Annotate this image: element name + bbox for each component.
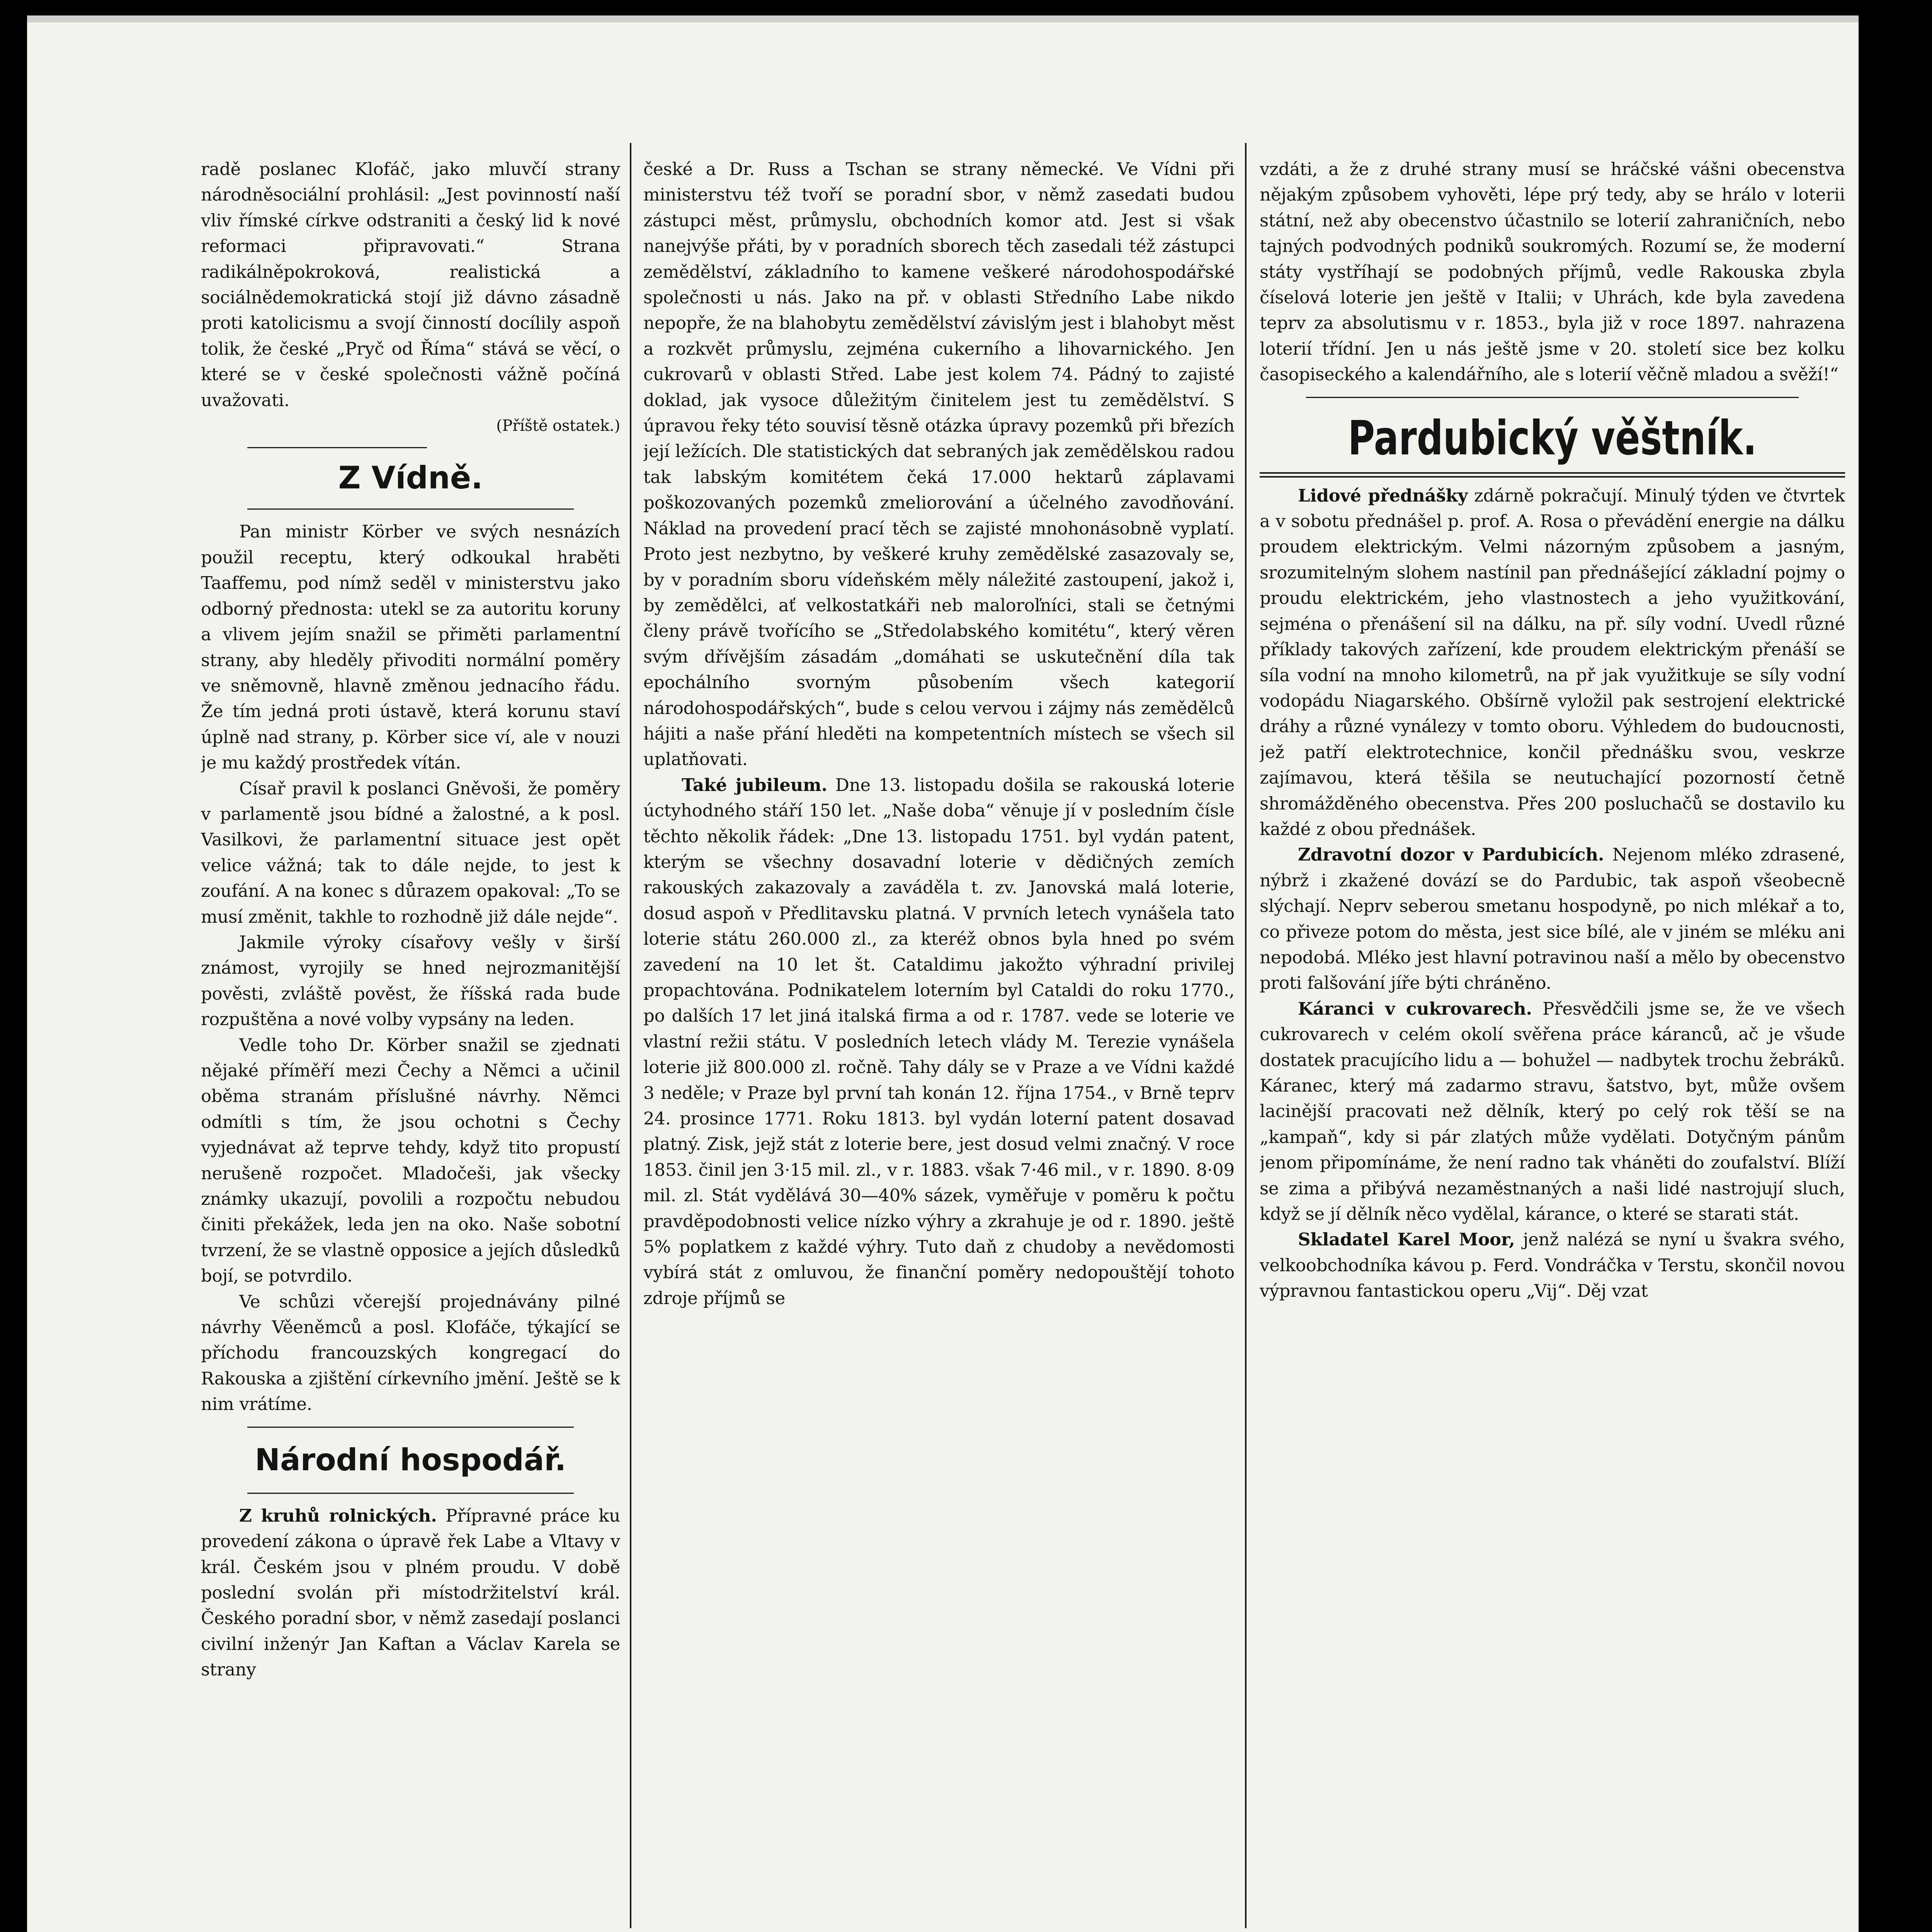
column-2 [643, 156, 1235, 1930]
scan-top-border [27, 15, 1859, 22]
article-paragraph [1260, 842, 1845, 996]
divider [247, 1493, 574, 1494]
section-title-z-vidne: Z Vídně. [338, 460, 483, 496]
article-body: zdárně pokračují. Minulý týden ve čtvrtek a v sobotu přednášel p. prof. A. Rosa o převádění energie na dálku proudem elektrickým. Velmi názorným způsobem a jasným, srozumitelným slohem nastínil pan přednášející základní pojmy o proudu elektrickém, jeho vlastnostech a jeho využitkování, sejména o přenášení sil na dálku, na př. síly vodní. Uvedl různé příklady takových zařízení, kde proudem elektrickým přenáší se síla vodní na mnoho kilometrů, na př jak využitkuje se síly vodní vodopádu Niagarského. Obšírně vyložil pak sestrojení elektrické dráhy a různé vynálezy v tomto oboru. Výhledem do budoucnosti, jež patří elektrotechnice, končil přednášku svou, veskrze zajímavou, která těšila se neutuchající pozorností četně shromážděného obecenstva. Přes 200 posluchačů se dostavilo ku každé z obou přednášek. [1260, 485, 1845, 839]
section-title-pardubicky-vestnik: Pardubický věštník. [1348, 410, 1757, 466]
article-body: Nejenom mléko zdrasené, nýbrž i zkažené dovází se do Pardubic, tak aspoň všeobecně slýchají. Neprv seberou smetanu hospodyně, po nich mlékař a to, co přiveze potom do města, jest sice bílé, ale v jiném se mléku ani nepodobá. Mléko jest hlavní potravinou naší a mělo by obecenstvo proti falšování jíře býti chráněno. [1260, 844, 1845, 993]
article-paragraph [1260, 1227, 1845, 1304]
article-paragraph [1260, 483, 1845, 842]
column-rule-1 [630, 143, 631, 1928]
article-lead: Z kruhů rolnických. [239, 1505, 437, 1526]
article-paragraph: vzdáti, a že z druhé strany musí se hráčské vášni obecenstva nějakým způsobem vyhověti, lépe prý tedy, aby se hrálo v loterii státní, než aby obecenstvo účastnilo se loterií zahraničních, nebo tajných podvodných podniků soukromých. Rozumí se, že moderní státy vystříhají se podobných příjmů, vedle Rakouska zbyla číselová loterie jen ještě v Italii; v Uhrách, kde byla zavedena teprv za absolutismu v r. 1853., byla již v roce 1897. nahrazena loterií třídní. Jen u nás ještě jsme v 20. století sice bez kolku časopiseckého a kalendářního, ale s loterií věčně mladou a svěží!“ [1260, 159, 1845, 385]
article-paragraph: Ve schůzi včerejší projednávány pilné návrhy Věeněmců a posl. Klofáče, týkající se příchodu francouzských kongregací do Rakouska a zjištění církevního jmění. Ještě se k nim vrátíme. [201, 1291, 620, 1415]
column-1 [201, 156, 620, 1930]
article-body: Dne 13. listopadu došila se rakouská loterie úctyhodného stáří 150 let. „Naše doba“ věnuje jí v posledním čísle těchto několik řádek: „Dne 13. listopadu 1751. byl vydán patent, kterým se všechny dosavadní loterie v dědičných zemích rakouských zakazovaly a zaváděla t. zv. Janovská malá loterie, dosud aspoň v Předlitavsku platná. V prvních letech vynášela tato loterie státu 260.000 zl., za kteréž obnos byla hned po svém zavedení na 10 let št. Cataldimu jakožto výhradní privilej propachtována. Podnikatelem loterním byl Cataldi do roku 1770., po dalších 17 let jiná italská firma a od r. 1787. vede se loterie ve vlastní režii státu. V posledních letech vlády M. Terezie vynášela loterie již 800.000 zl. ročně. Tahy dály se v Praze a ve Vídni každé 3 neděle; v Praze byl první tah konán 12. října 1754., v Brně teprv 24. prosince 1771. Roku 1813. byl vydán loterní patent dosavad platný. Zisk, jejž stát z loterie bere, jest dosud velmi značný. V roce 1853. činil jen 3·15 mil. zl., v r. 1883. však 7·46 mil., v r. 1890. 8·09 mil. zl. Stát vydělává 30—40% sázek, vyměřuje v poměru k počtu pravděpodobnosti velice nízko výhry a zkrahuje je od r. 1890. ještě 5% poplatkem z každé výhry. Tuto daň z chudoby a nevědomosti vybírá stát z omluvou, že finanční poměry nedopouštějí tohoto zdroje příjmů se [643, 774, 1235, 1308]
article-paragraph [1260, 996, 1845, 1227]
article-lead: Zdravotní dozor v Pardubicích. [1298, 844, 1604, 865]
article-lead: Skladatel Karel Moor, [1298, 1229, 1515, 1250]
article-paragraph: Vedle toho Dr. Körber snažil se zjednati nějaké příměří mezi Čechy a Němci a učinil oběma stranám příslušné návrhy. Němci odmítli s tím, že jsou ochotni s Čechy vyjednávat až teprve tehdy, když tito propustí nerušeně rozpočet. Mladočeši, jak všecky známky ukazují, povolili a rozpočtu nebudou činiti překážek, leda jen na oko. Naše sobotní tvrzení, že se vlastně opposice a jejích důsledků bojí, se potvrdilo. [201, 1034, 620, 1286]
column-3 [1260, 156, 1845, 1930]
article-lead: Lidové přednášky [1298, 485, 1468, 506]
article-paragraph: Pan ministr Körber ve svých nesnázích použil receptu, který odkoukal hraběti Taaffemu, pod nímž seděl v ministerstvu jako odborný přednosta: utekl se za autoritu koruny a vlivem jejím snažil se přiměti parlamentní strany, aby hleděly přivoditi normální poměry ve sněmovně, hlavně změnou jednacího řádu. Že tím jedná proti ústavě, která korunu staví úplně nad strany, p. Körber sice ví, ale v nouzi je mu každý prostředek vítán. [201, 521, 620, 773]
article-paragraph: Císař pravil k poslanci Gněvoši, že poměry v parlamentě jsou bídné a žalostné, a k posl. Vasilkovi, že parlamentní situace jest opět velice vážná; tak to dále nejde, to jest k zoufání. A na konec s důrazem opakoval: „To se musí změnit, takhle to rozhodně již dále nejde“. [201, 778, 620, 927]
article-body: jenž nalézá se nyní u švakra svého, velkoobchodníka kávou p. Ferd. Vondráčka v Terstu, skončil novou výpravnou fantastickou operu „Vij“. Děj vzat [1260, 1229, 1845, 1301]
article-body: Přípravné práce ku provedení zákona o úpravě řek Labe a Vltavy v král. Českém jsou v plném proudu. V době poslední svolán při místodržitelství král. Českého poradní sbor, v němž zasedají poslanci civilní inženýr Jan Kaftan a Václav Karela se strany [201, 1505, 620, 1680]
article-lead: Také jubileum. [682, 774, 828, 795]
divider [247, 1427, 574, 1428]
article-paragraph: Jakmile výroky císařovy vešly v širší známost, vyrojily se hned nejrozmanitější pověsti, zvláště pověst, že říšská rada bude rozpuštěna a nové volby vypsány na leden. [201, 932, 620, 1030]
article-paragraph [643, 772, 1235, 1311]
section-title-narodni-hospodar: Národní hospodář. [255, 1442, 566, 1478]
column-rule-2 [1245, 143, 1247, 1928]
divider [247, 447, 427, 448]
divider [1306, 397, 1799, 398]
article-paragraph: české a Dr. Russ a Tschan se strany německé. Ve Vídni při ministerstvu též tvoří se poradní sbor, v němž zasedati budou zástupci měst, průmyslu, obchodních komor atd. Jest si však nanejvýše přáti, by v poradních sborech těch zasedali též zástupci zemědělství, základního to kamene veškeré národohospodářské společnosti u nás. Jako na př. v oblasti Středního Labe nikdo nepopře, že na blahobytu zemědělství závislým jest i blahobyt měst a rozkvět průmyslu, zejména cukerního a lihovarnického. Jen cukrovarů v oblasti Střed. Labe jest kolem 74. Pádný to zajisté doklad, jak vysoce důležitým činitelem jest tu zemědělství. S úpravou řeky této souvisí těsně otázka úpravy pozemků při březích její ležících. Dle statistických dat sebraných jak zemědělskou radou tak labským komitétem čeká 17.000 hektarů záplavami poškozovaných pozemků zmeliorování a účelného zavodňování. Náklad na provedení prací těch se zajisté mnohonásobně vyplatí. Proto jest nezbytno, by veškeré kruhy zemědělské zasazovaly se, by v poradním sboru vídeňském měly náležité zastoupení, jakož i, by zemědělci, ať velkostatkáři neb maloroľníci, stali se četnými členy právě tvořícího se „Středolabského komitétu“, který věren svým dřívějším zásadám „domáhati se uskutečnění díla tak epochálního svorným působením všech kategorií národohospodářských“, bude s celou vervou i zájmy nás zemědělců hájiti a naše přání hleděti na kompetentních místech se všech sil uplatňovati. [643, 159, 1235, 770]
article-lead: Káranci v cukrovarech. [1298, 998, 1532, 1019]
double-rule [1260, 476, 1845, 478]
article-body: Přesvědčili jsme se, že ve všech cukrovarech v celém okolí svěřena práce káranců, ač je všude dostatek pracujícího lidu a — bohužel — nadbytek trochu žebráků. Káranec, který má zadarmo stravu, šatstvo, byt, může ovšem lacinější pracovati než dělník, který po celý rok těší se na „kampaň“, kdy si pár zlatých může vydělati. Dotyčným pánům jenom připomínáme, že není radno tak vháněti do zoufalství. Blíží se zima a přibývá nezaměstnaných a naši lidé nastrojují sluch, když se jí dělník něco vydělal, kárance, o které se starati stát. [1260, 998, 1845, 1225]
continuation-note: (Příště ostatek.) [496, 417, 620, 435]
article-text: radě poslanec Klofáč, jako mluvčí strany národněsociální prohlásil: „Jest povinností naší vliv římské církve odstraniti a český lid k nové reformaci připravovati.“ Strana radikálněpokroková, realistická a sociálnědemokratická stojí již dávno zásadně proti katolicismu a svojí činností docílily aspoň tolik, že české „Pryč od Říma“ stává se věcí, o které se v české společnosti vážně počíná uvažovati. [201, 159, 620, 410]
double-rule [1260, 472, 1845, 474]
article-paragraph [201, 1503, 620, 1683]
newspaper-page [27, 15, 1859, 1932]
divider [247, 509, 574, 510]
